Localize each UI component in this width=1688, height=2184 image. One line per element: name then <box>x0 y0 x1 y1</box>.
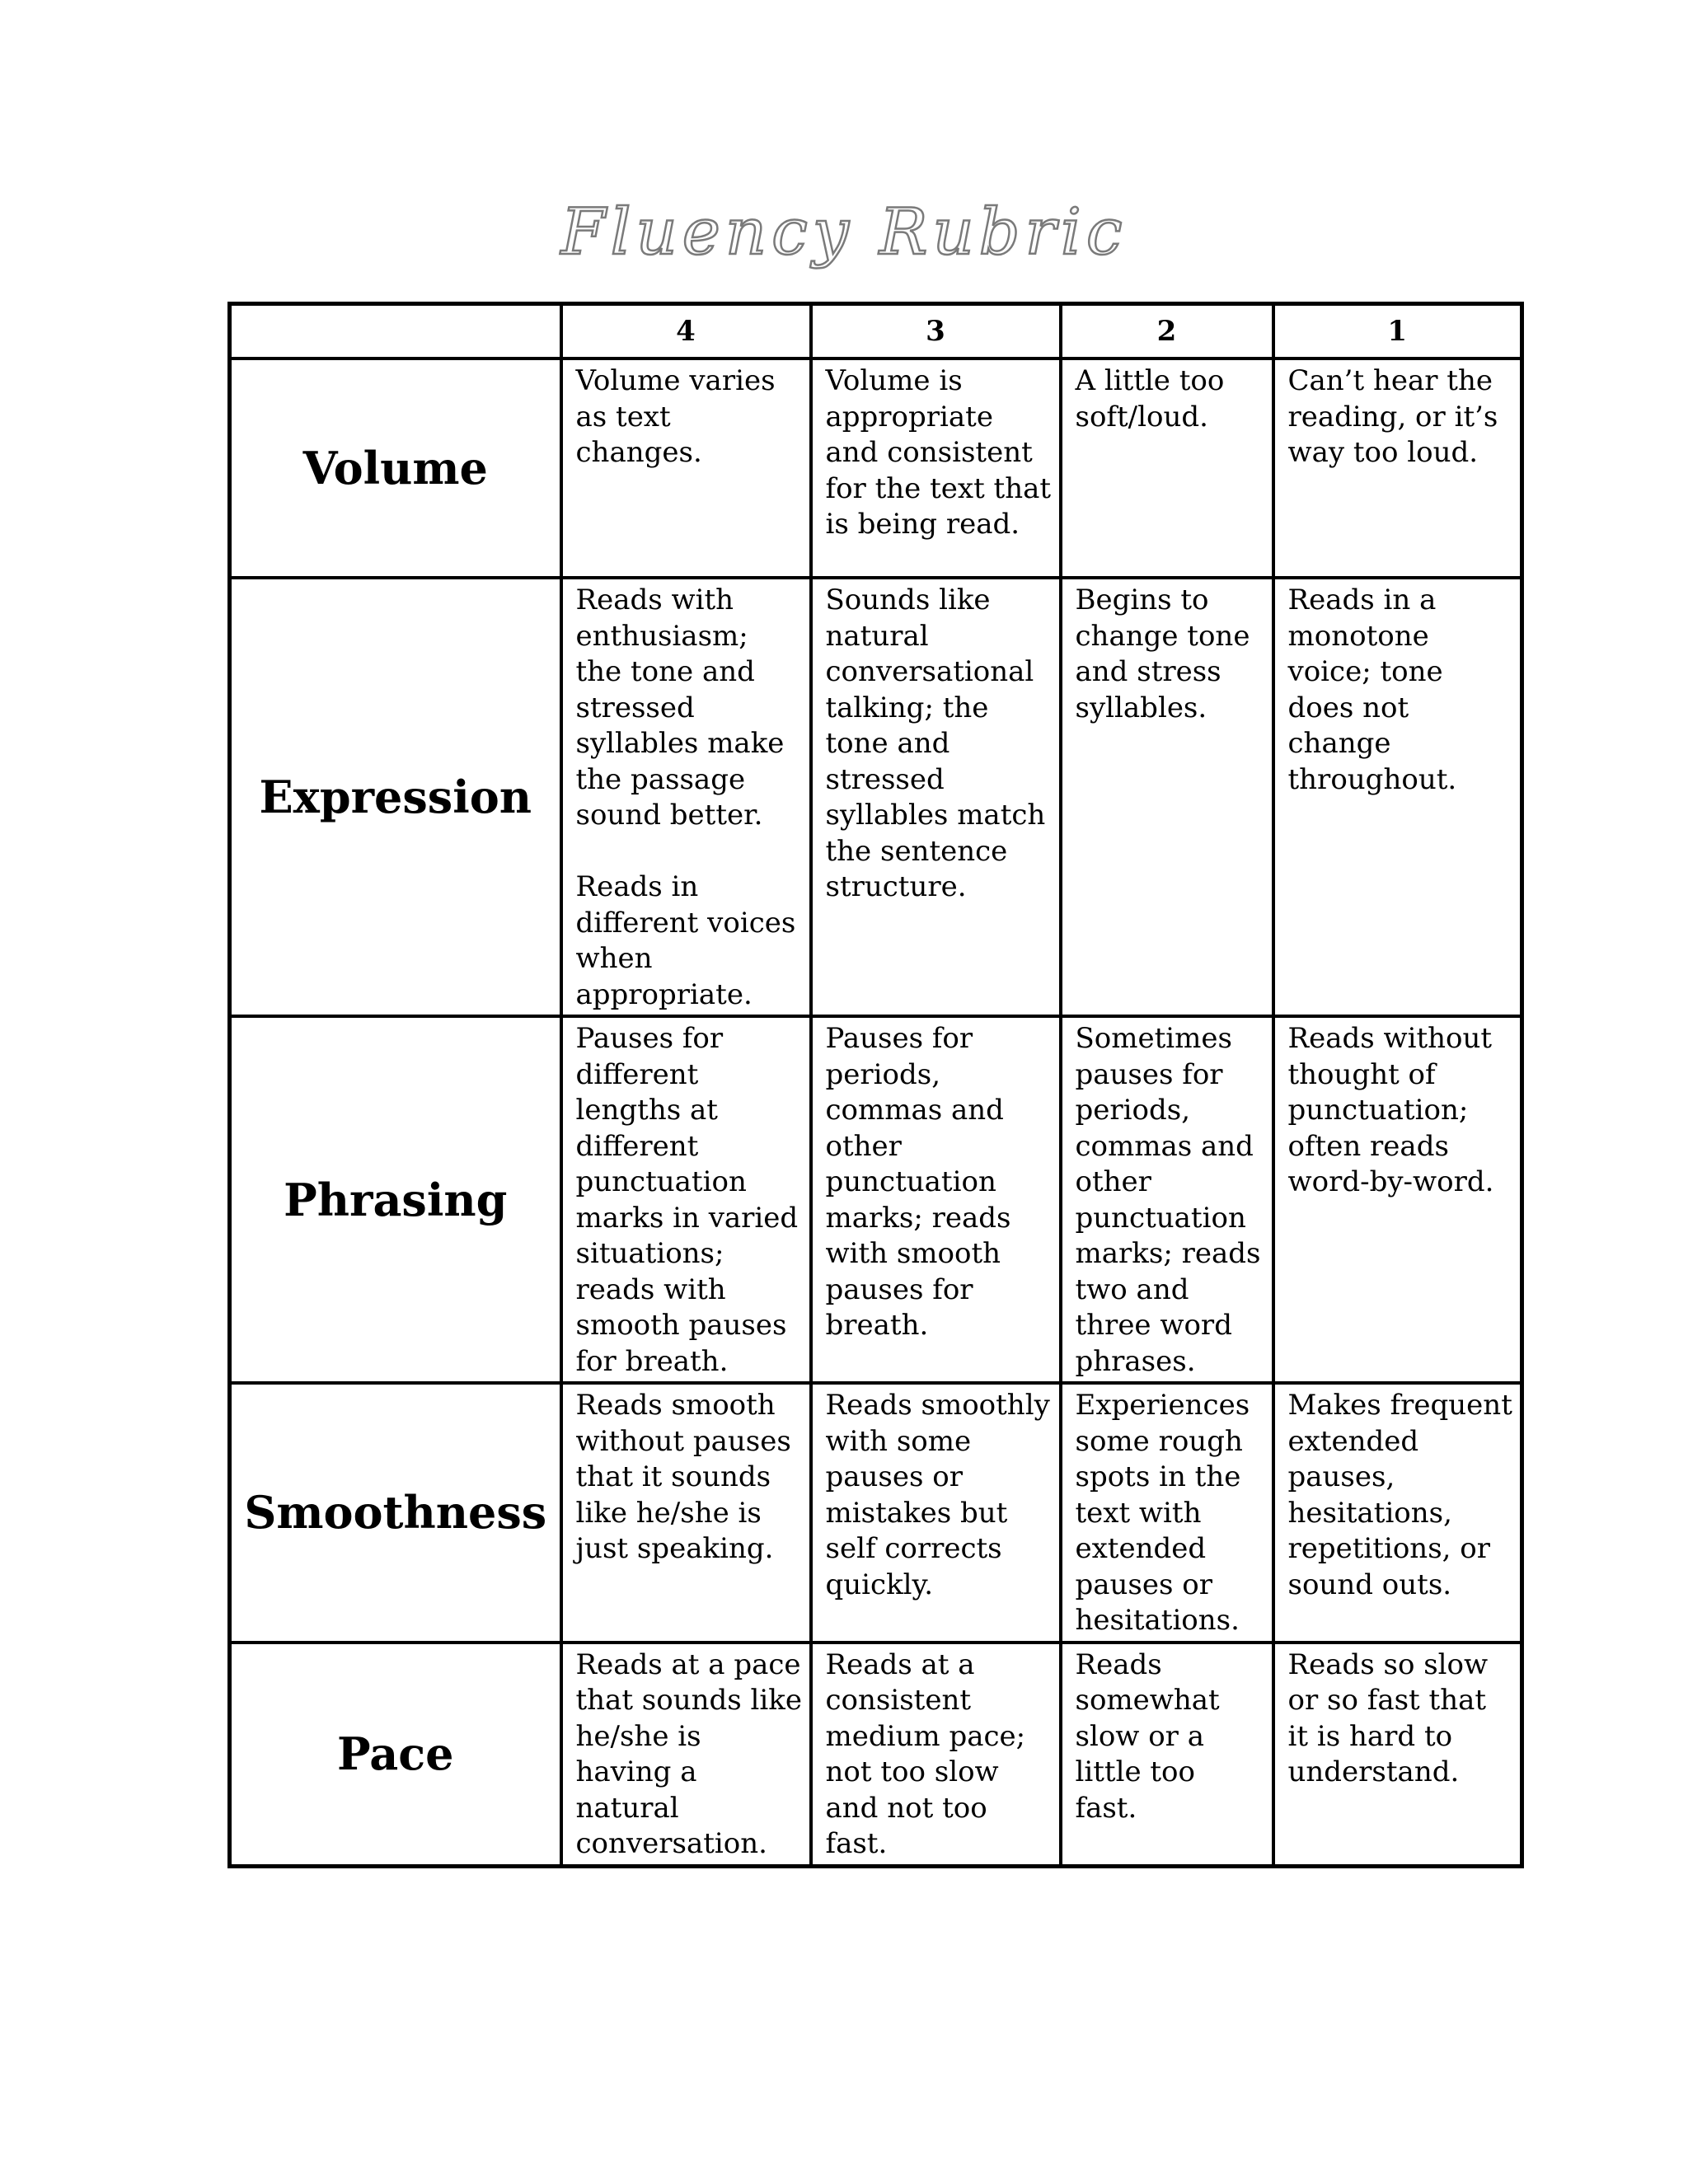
criterion-cell: Reads at a consistent medium pace; not too slow and not too fast. <box>811 1643 1061 1867</box>
criterion-cell: Reads smoothly with some pauses or mistakes but self corrects quickly. <box>811 1383 1061 1643</box>
header-cell-score-1: 1 <box>1273 304 1522 359</box>
rubric-table <box>227 302 1524 1868</box>
header-cell-blank <box>230 304 561 359</box>
criterion-cell: Reads somewhat slow or a little too fast. <box>1061 1643 1273 1867</box>
criterion-cell: Reads so slow or so fast that it is hard to understand. <box>1273 1643 1522 1867</box>
criterion-cell: A little too soft/loud. <box>1061 359 1273 578</box>
criterion-cell: Sounds like natural conversational talking; the tone and stressed syllables match the sentence structure. <box>811 578 1061 1016</box>
header-cell-score-4: 4 <box>561 304 811 359</box>
criterion-cell: Makes frequent extended pauses, hesitations, repetitions, or sound outs. <box>1273 1383 1522 1643</box>
criterion-cell: Can’t hear the reading, or it’s way too loud. <box>1273 359 1522 578</box>
header-row <box>230 304 1522 359</box>
header-cell-score-2: 2 <box>1061 304 1273 359</box>
criterion-cell: Reads without thought of punctuation; often reads word-by-word. <box>1273 1016 1522 1383</box>
criterion-cell: Reads in a monotone voice; tone does not change throughout. <box>1273 578 1522 1016</box>
rubric-row-pace <box>230 1643 1522 1867</box>
criterion-cell: Experiences some rough spots in the text with extended pauses or hesitations. <box>1061 1383 1273 1643</box>
row-label-phrasing: Phrasing <box>230 1016 561 1383</box>
criterion-cell: Begins to change tone and stress syllables. <box>1061 578 1273 1016</box>
row-label-smoothness: Smoothness <box>230 1383 561 1643</box>
rubric-row-expression <box>230 578 1522 1016</box>
criterion-cell: Pauses for periods, commas and other punctuation marks; reads with smooth pauses for breath. <box>811 1016 1061 1383</box>
page-title: Fluency Rubric <box>560 195 1128 269</box>
row-label-expression: Expression <box>230 578 561 1016</box>
criterion-cell: Volume varies as text changes. <box>561 359 811 578</box>
criterion-cell: Reads with enthusiasm; the tone and stressed syllables make the passage sound better. Reads in different voices when appropriate. <box>561 578 811 1016</box>
criterion-cell: Sometimes pauses for periods, commas and other punctuation marks; reads two and three word phrases. <box>1061 1016 1273 1383</box>
criterion-cell: Reads at a pace that sounds like he/she is having a natural conversation. <box>561 1643 811 1867</box>
row-label-pace: Pace <box>230 1643 561 1867</box>
criterion-cell: Pauses for different lengths at different punctuation marks in varied situations; reads with smooth pauses for breath. <box>561 1016 811 1383</box>
rubric-row-phrasing <box>230 1016 1522 1383</box>
rubric-row-volume <box>230 359 1522 578</box>
row-label-volume: Volume <box>230 359 561 578</box>
criterion-cell: Reads smooth without pauses that it sounds like he/she is just speaking. <box>561 1383 811 1643</box>
rubric-row-smoothness <box>230 1383 1522 1643</box>
header-cell-score-3: 3 <box>811 304 1061 359</box>
criterion-cell: Volume is appropriate and consistent for the text that is being read. <box>811 359 1061 578</box>
